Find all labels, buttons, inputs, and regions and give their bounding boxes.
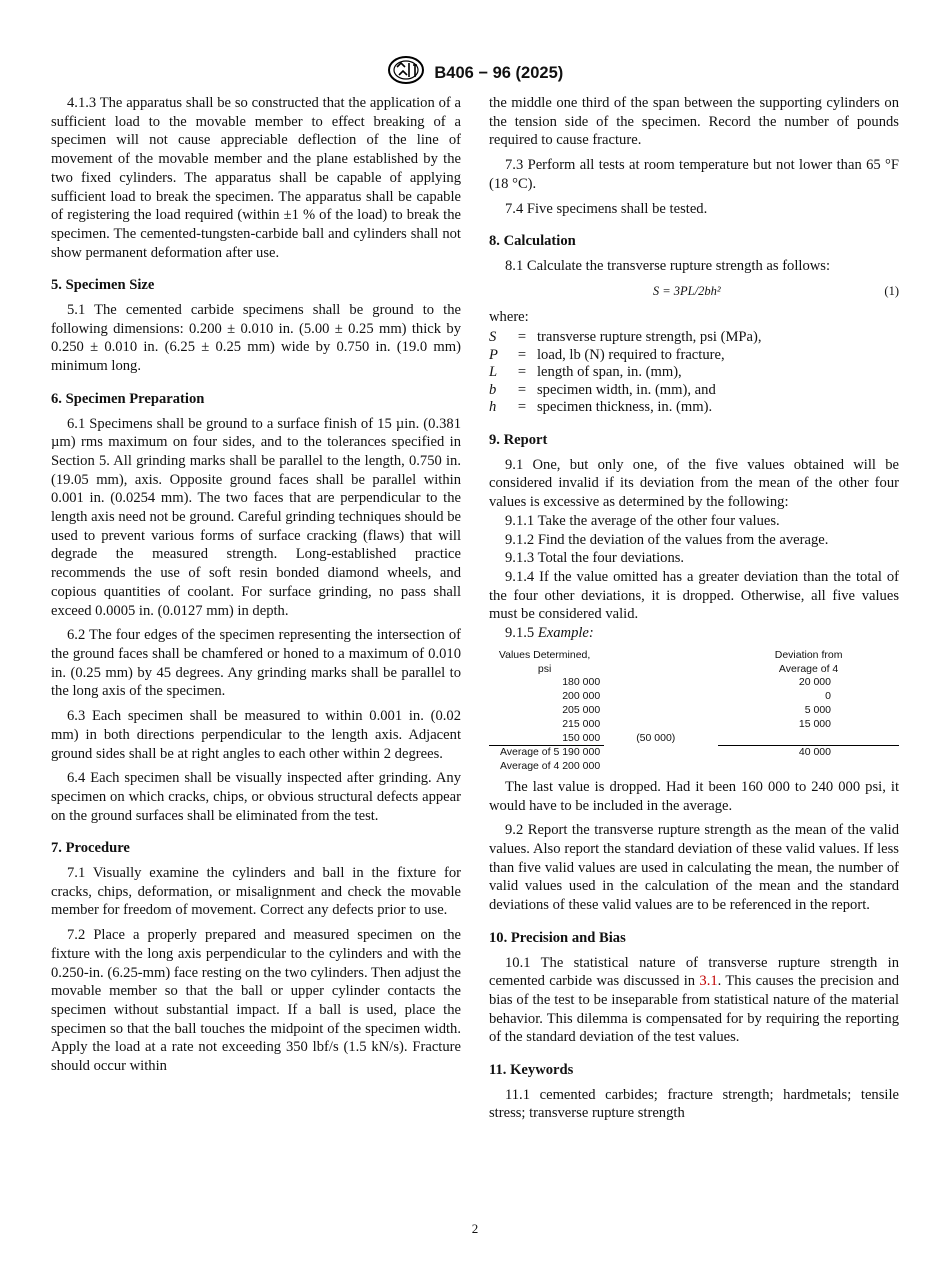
section-heading-8: 8. Calculation [489,233,576,250]
paragraph-6-4: 6.4 Each specimen shall be visually inspected after grinding. Any specimen on which cracks, chips, or obvious structural defects appear on the ground surfaces shall be eliminated from the test. [51,770,461,824]
paragraph-7-3: 7.3 Perform all tests at room temperature but not lower than 65 °F (18 °C). [489,157,899,192]
table-cell-deviation: 0 [825,690,831,703]
left-column [51,94,461,1082]
paragraph-number: 9.1.5 [505,625,535,642]
table-row [489,704,899,718]
table-cell-value: 150 000 [489,732,604,746]
table-cell-mid: (50 000) [636,731,676,744]
equation-number: (1) [884,283,899,298]
table-cell-mid [604,746,718,760]
table-cell-mid [604,690,718,704]
document-designation: B406 − 96 (2025) [434,63,564,82]
astm-logo-icon [387,56,425,90]
paragraph-6-2: 6.2 The four edges of the specimen representing the intersection of the ground faces shall be chamfered or honed to a maximum of 0.010 in. (0.25 mm) by 45 degrees. Any grinding marks shall be parallel to the long axis of the specimen. [51,627,461,700]
header-deviation [718,649,899,677]
definition-text: load, lb (N) required to fracture, [537,346,725,363]
definition-row [489,347,899,365]
header-line: Values Determined, [498,648,591,661]
paragraph-text: 10.1 The statistical nature of transverse rupture strength in cemented carbide was discussed in [489,954,899,990]
table-row [489,732,899,746]
paragraph-8-1: 8.1 Calculate the transverse rupture strength as follows: [505,257,831,274]
table-cell-total-deviation: 40 000 [798,746,831,759]
table-cell-value: 200 000 [562,690,601,703]
table-cell-deviation [718,760,899,774]
paragraph-5-1: 5.1 The cemented carbide specimens shall be ground to the following dimensions: 0.200 ± 0.010 in. (5.00 ± 0.25 mm) thick by 0.250 ± 0.010 in. (6.25 ± 0.25 mm) wide by 0.750 in. (19.0 mm) minimum long. [51,302,461,375]
paragraph-9-2: 9.2 Report the transverse rupture strength as the mean of the valid values. Also report the standard deviation of these valid values. If less than five valid values are used in calculating the mean, the number of valid values used in the calculation of the mean and the standard deviations of these valid values are to be referenced in the report. [489,822,899,914]
definition-symbol: L [489,364,498,381]
example-label: Example: [537,625,594,642]
paragraph-11-1: 11.1 cemented carbides; fracture strength; hardmetals; tensile stress; transverse rupture strength [489,1086,899,1122]
table-row-average-5 [489,746,899,760]
section-heading-7: 7. Procedure [51,840,130,857]
paragraph-7-2-continued: the middle one third of the span between the supporting cylinders on the tension side of the specimen. Record the number of pounds required to cause fracture. [489,95,899,149]
paragraph-4-1-3: 4.1.3 The apparatus shall be so constructed that the application of a sufficient load to the movable member to effect breaking of a specimen will not cause appreciable deflection of the line of movement of the movable member and the plane established by the two fixed cylinders. The apparatus shall be capable of applying sufficient load to break the specimen. The apparatus shall be capable of registering the load required (within ±1 % of the load) to break the specimen. The cemented-tungsten-carbide ball and cylinders shall not show permanent deformation after use. [51,95,461,261]
definition-symbol: b [489,381,497,398]
paragraph-7-2: 7.2 Place a properly prepared and measured specimen on the fixture with the long axis perpendicular to the cylinders and with the 0.250-in. (6.25-mm) face resting on the two cylinders. Then adjust the movable member so that the ball or upper cylinder contacts the specimen without substantial impact. If a ball is used, place the specimen so that the ball touches the midpoint of the specimen width. Apply the load at a rate not exceeding 350 lbf/s (1.5 kN/s). Fracture should occur within [51,927,461,1075]
definition-row [489,382,899,400]
paragraph-9-1: 9.1 One, but only one, of the five values obtained will be considered invalid if its deviation from the mean of the other four values is excessive as determined by the following: [489,456,899,511]
table-cell-average-4: Average of 4 200 000 [499,760,601,773]
table-row [489,690,899,704]
header-line: Deviation from [774,648,843,661]
paragraph-7-4: 7.4 Five specimens shall be tested. [505,200,708,217]
table-row [489,676,899,690]
table-cell-deviation: 20 000 [798,676,831,689]
table-cell-value: 215 000 [562,717,601,730]
definition-row [489,399,899,417]
definition-equals: = [517,364,527,381]
definition-text: specimen width, in. (mm), and [537,381,716,398]
table-cell-deviation: 15 000 [798,717,831,730]
definition-symbol: S [489,329,497,346]
definition-symbol: P [489,346,498,363]
header-values-determined [489,649,604,677]
definition-row [489,364,899,382]
paragraph-10-1 [489,954,899,1048]
table-cell-mid [604,760,718,774]
page-header [0,56,950,90]
definition-equals: = [517,399,527,416]
paragraph-6-3: 6.3 Each specimen shall be measured to within 0.001 in. (0.02 mm) in both directions perpendicular to the length axis. Adjacent ground sides shall be at right angles to each other within 2 degrees. [51,708,461,762]
right-column [489,94,899,1129]
paragraph-text: . This causes the precision and bias of the test to be inseparable from statistical nature of the material behavior. This dilemma is compensated for by requiring the reporting of the standard deviation of the test values. [489,973,899,1046]
section-heading-5: 5. Specimen Size [51,277,155,294]
paragraph-6-1: 6.1 Specimens shall be ground to a surface finish of 15 µin. (0.381 µm) rms maximum on four sides, and to the tolerances specified in Section 5. All grinding marks shall be parallel to the length, 0.750 in. (19.05 mm), axis. Opposite ground faces shall be parallel within 0.001 in. (0.0254 mm). The two faces that are perpendicular to the length axis need not be ground. Careful grinding techniques should be used to prevent various forms of surface cracking (flaws) that will degrade the measured strength. Long-established practice recommends the use of soft resin bonded diamond wheels, and copious quantities of coolant. For surface grinding, no pass shall exceed 0.0005 in. (0.0127 mm) in depth. [51,415,461,619]
section-3-1-link[interactable]: 3.1 [699,973,718,990]
header-empty [604,649,718,677]
section-heading-9: 9. Report [489,432,548,448]
paragraph-last-value: The last value is dropped. Had it been 160 000 to 240 000 psi, it would have to be included in the average. [489,778,899,814]
section-heading-11: 11. Keywords [489,1062,574,1079]
table-cell-value: 180 000 [562,676,601,689]
definition-equals: = [517,381,527,398]
equation-formula: S = 3PL/2bh² [652,283,721,298]
table-cell-deviation [718,732,899,746]
example-table [489,649,899,774]
header-line: Average of 4 [778,662,839,675]
paragraph-9-1-3: 9.1.3 Total the four deviations. [505,550,685,567]
table-cell-mid [604,718,718,732]
table-header-row [489,649,899,677]
paragraph-9-1-5 [489,624,899,643]
definition-symbol: h [489,399,497,416]
table-cell-mid [604,704,718,718]
paragraph-9-1-4: 9.1.4 If the value omitted has a greater deviation than the total of the four other deviations, it is dropped. Otherwise, all five values must be considered valid. [489,568,899,623]
definition-row [489,329,899,347]
table-cell-mid [604,676,718,690]
definition-equals: = [517,329,527,346]
definition-text: transverse rupture strength, psi (MPa), [537,329,762,346]
table-cell-average-5: Average of 5 190 000 [499,746,601,759]
paragraph-9-1-2: 9.1.2 Find the deviation of the values from the average. [505,531,829,548]
header-line: psi [537,662,552,675]
section-heading-6: 6. Specimen Preparation [51,390,205,407]
table-cell-deviation: 5 000 [804,703,831,716]
paragraph-7-1: 7.1 Visually examine the cylinders and ball in the fixture for cracks, chips, deformation, or misalignment and check the movable member for freedom of movement. Correct any defects prior to use. [51,865,461,919]
paragraph-9-1-1: 9.1.1 Take the average of the other four values. [505,512,780,529]
table-row [489,718,899,732]
equation-1 [489,282,899,301]
table-row-average-4 [489,760,899,774]
section-heading-10: 10. Precision and Bias [489,929,626,946]
variable-definitions [489,329,899,417]
table-cell-value: 205 000 [562,703,601,716]
definition-text: specimen thickness, in. (mm). [537,399,713,416]
page-number: 2 [471,1221,479,1236]
definition-text: length of span, in. (mm), [537,364,682,381]
where-label: where: [489,309,529,326]
definition-equals: = [517,346,527,363]
